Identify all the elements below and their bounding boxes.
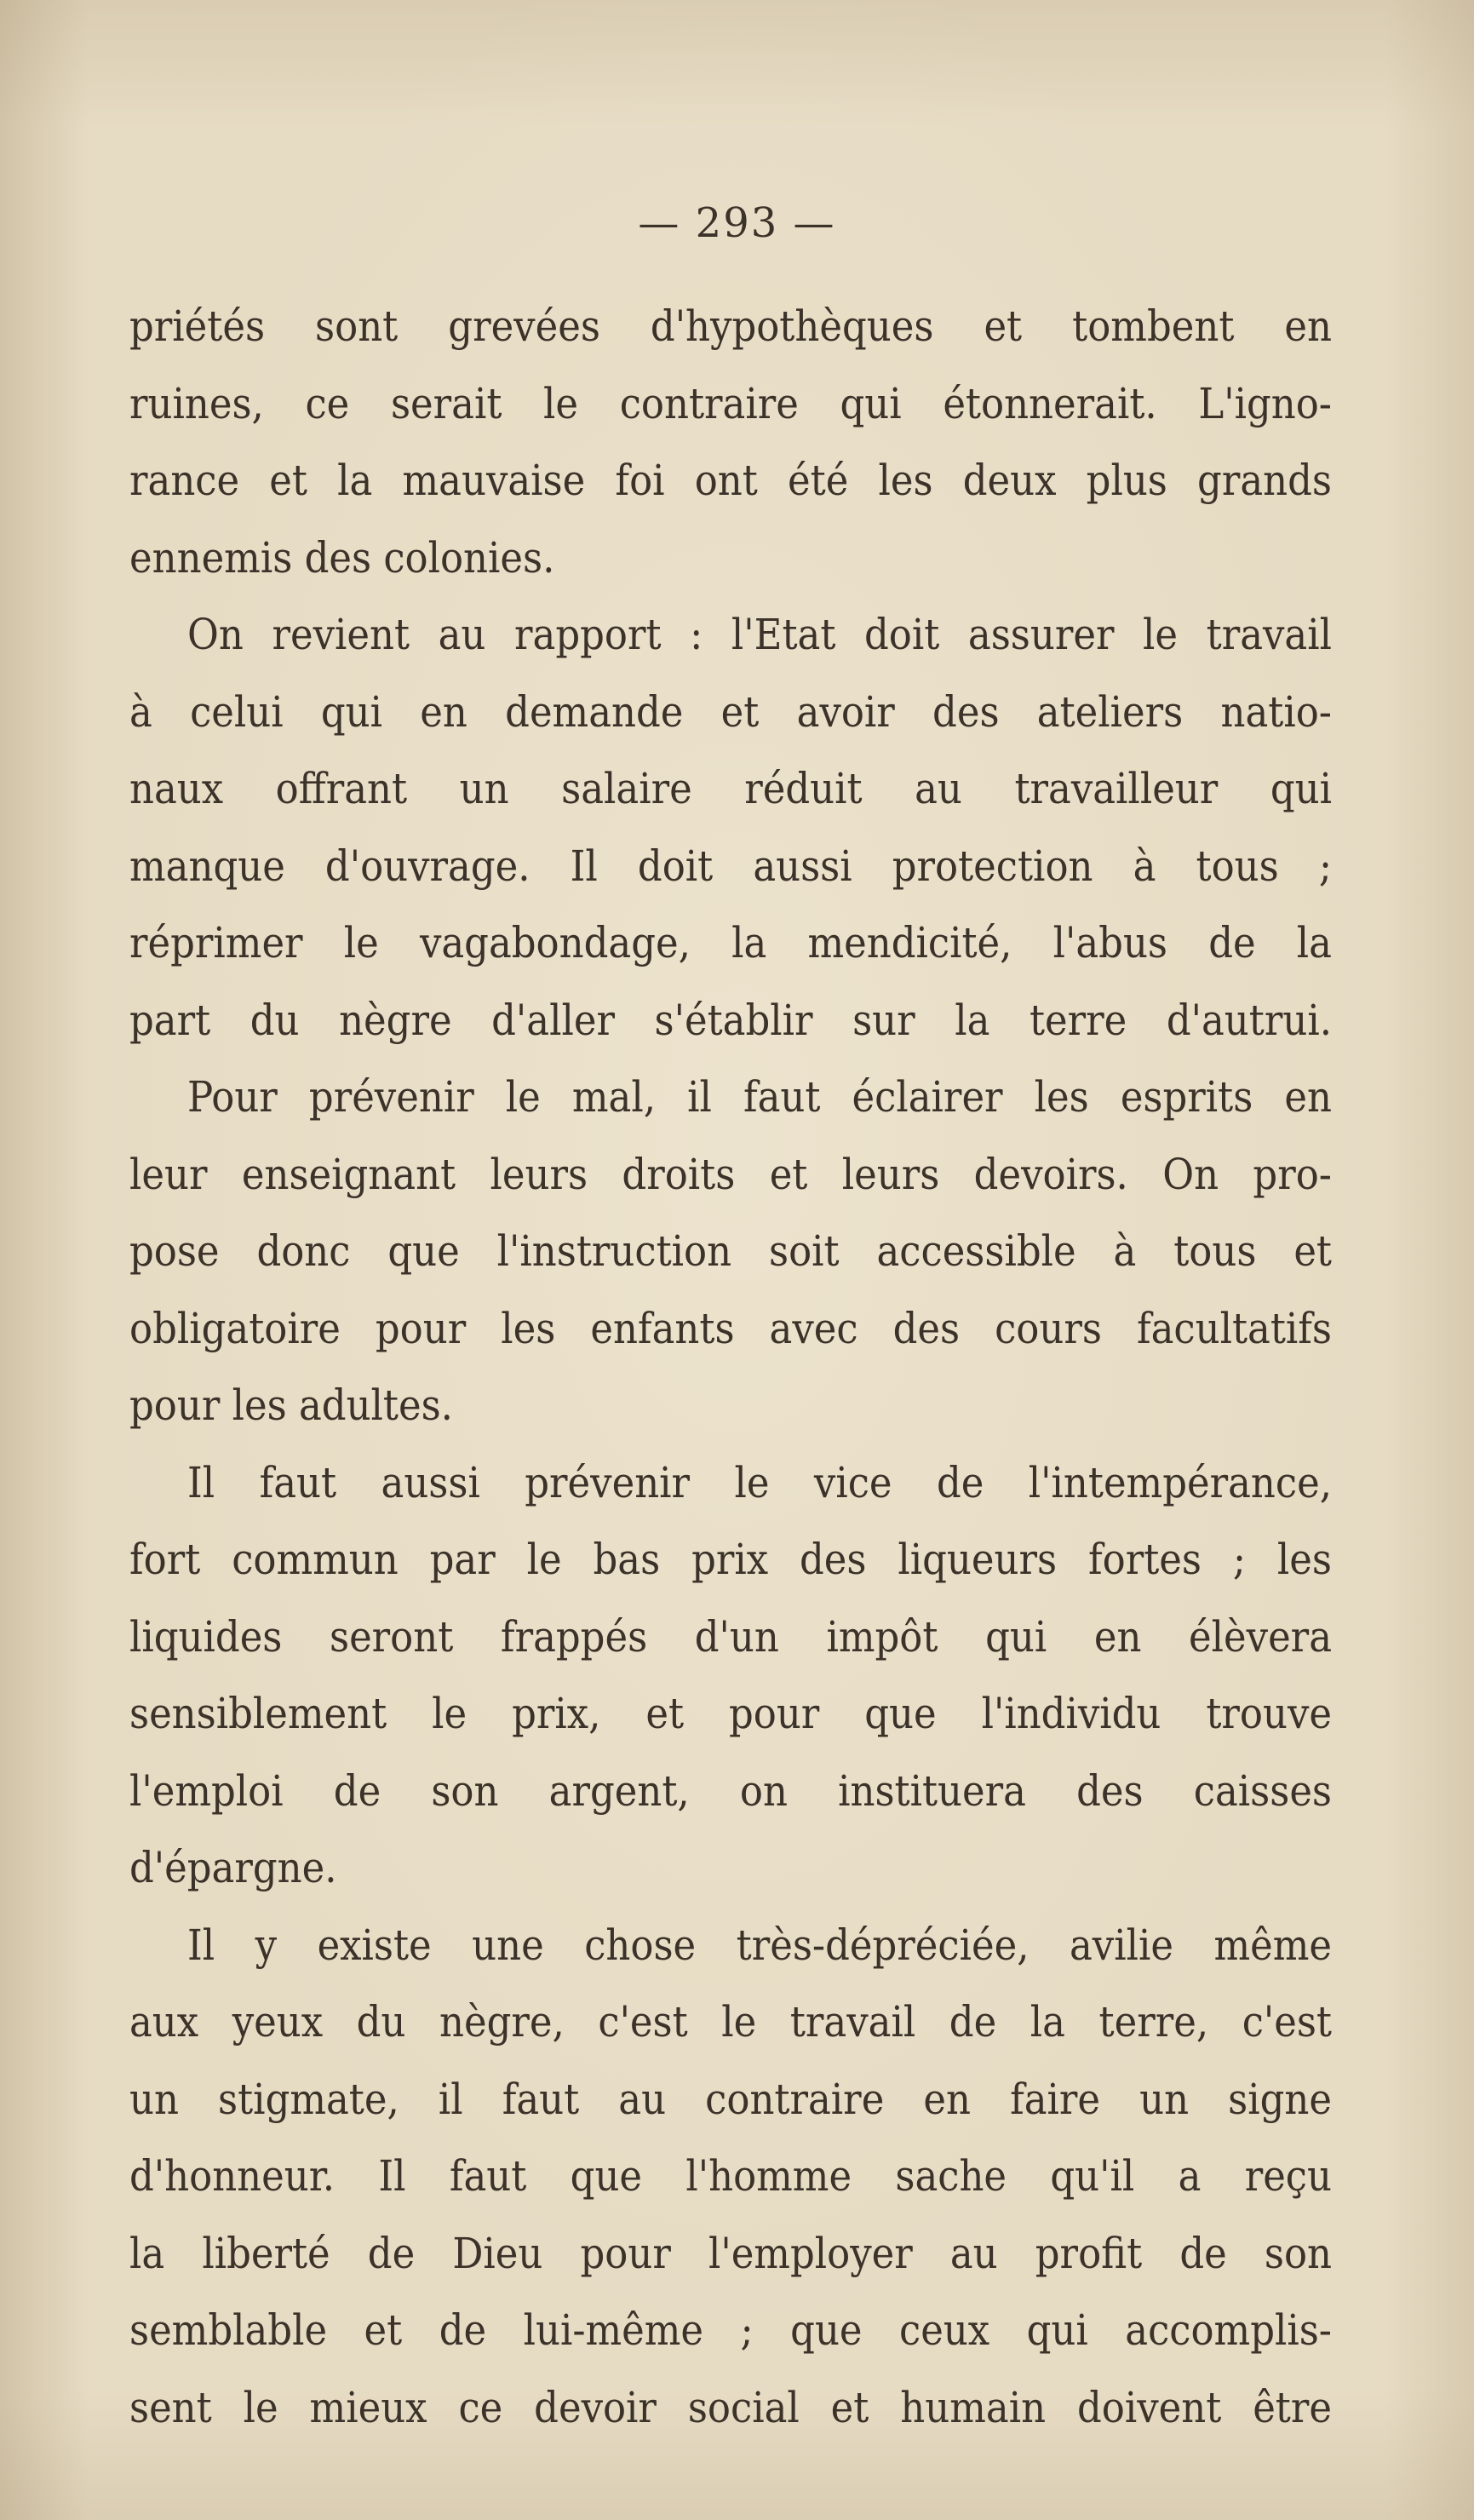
text-line: à celui qui en demande et avoir des ateliers natio- [129,686,1332,737]
text-line: ennemis des colonies. [129,532,555,583]
text-line: réprimer le vagabondage, la mendicité, l'abus de la [129,918,1332,967]
text-line: d'honneur. Il faut que l'homme sache qu'il a reçu [129,2151,1332,2201]
text-line: obligatoire pour les enfants avec des cours facultatifs [129,1303,1332,1353]
text-line: manque d'ouvrage. Il doit aussi protection à tous ; [129,841,1332,891]
text-line: naux offrant un salaire réduit au travailleur qui [129,764,1332,813]
paragraph-first-line: On revient au rapport : l'Etat doit assurer le travail [187,610,1332,659]
body-text [129,288,1332,2446]
text-line: ruines, ce serait le contraire qui étonnerait. L'igno- [129,378,1332,428]
text-line: pour les adultes. [129,1381,453,1430]
text-line: pose donc que l'instruction soit accessible à tous et [129,1226,1332,1276]
text-line: leur enseignant leurs droits et leurs devoirs. On pro- [129,1149,1332,1199]
text-line: un stigmate, il faut au contraire en faire un signe [129,2074,1332,2124]
paragraph-first-line: Il y existe une chose très-dépréciée, avilie même [187,1920,1332,1970]
text-line: d'épargne. [129,1843,337,1892]
page-number: — 293 — [638,199,836,247]
paragraph-first-line: Pour prévenir le mal, il faut éclairer les esprits en [187,1072,1332,1122]
text-line: l'emploi de son argent, on instituera des caisses [129,1765,1332,1816]
text-line: rance et la mauvaise foi ont été les deux plus grands [129,456,1332,505]
text-line: priétés sont grevées d'hypothèques et tombent en [129,301,1332,351]
text-line: la liberté de Dieu pour l'employer au profit de son [129,2228,1332,2278]
text-line: sensiblement le prix, et pour que l'individu trouve [129,1689,1332,1738]
text-line: part du nègre d'aller s'établir sur la terre d'autrui. [129,995,1332,1045]
text-line: fort commun par le bas prix des liqueurs fortes ; les [129,1535,1332,1584]
text-line: liquides seront frappés d'un impôt qui en élèvera [129,1611,1332,1662]
paragraph-first-line: Il faut aussi prévenir le vice de l'intempérance, [187,1457,1332,1507]
text-line: aux yeux du nègre, c'est le travail de la terre, c'est [129,1997,1332,2046]
text-line: sent le mieux ce devoir social et humain doivent être [129,2382,1332,2432]
text-line: semblable et de lui-même ; que ceux qui accomplis- [129,2305,1332,2355]
